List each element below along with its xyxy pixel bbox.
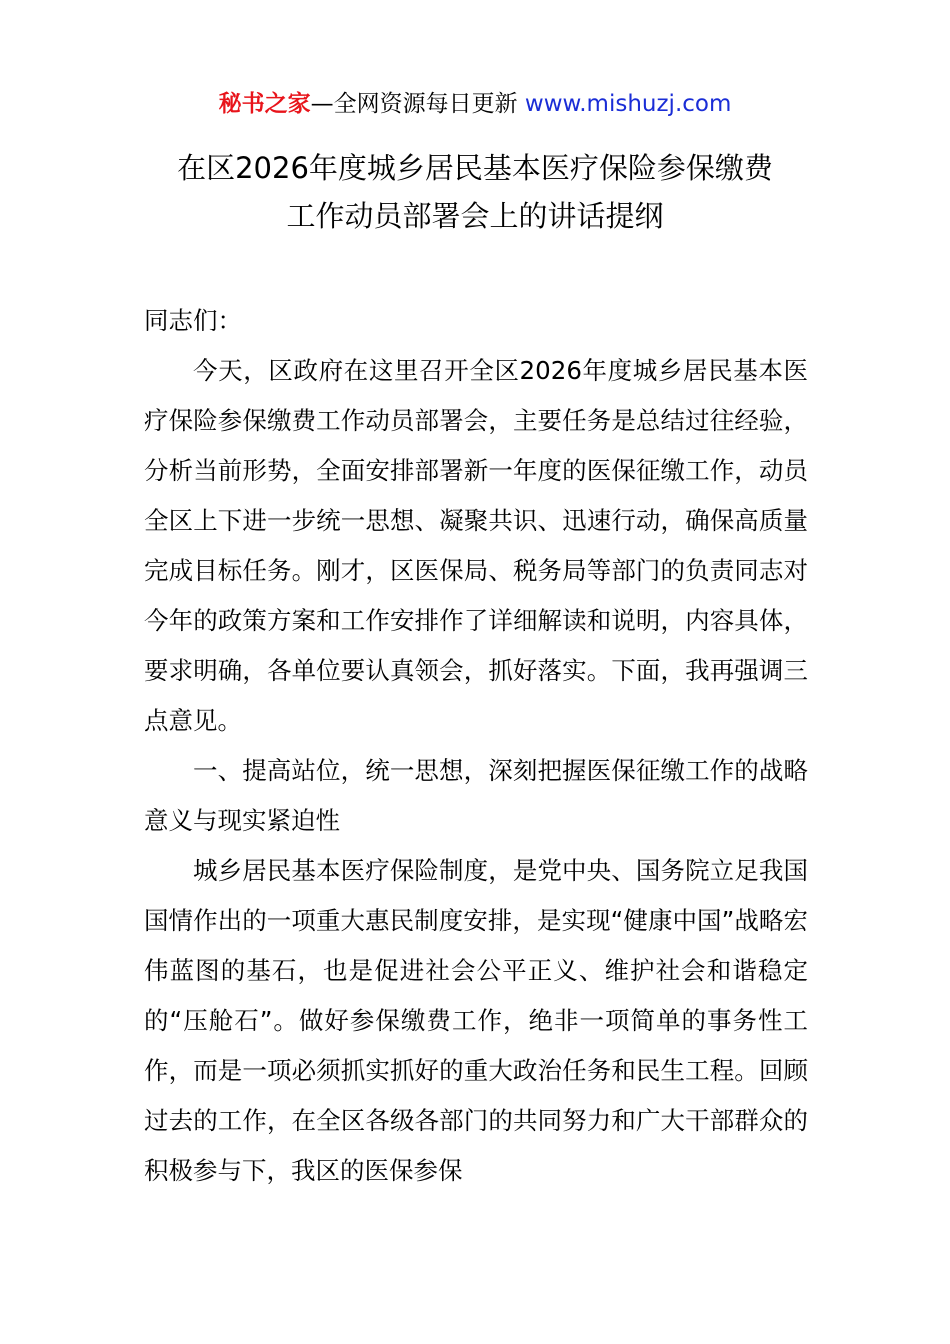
document-title-line-2: 工作动员部署会上的讲话提纲	[286, 199, 664, 233]
document-body	[144, 296, 808, 1196]
paragraph-intro: 今天，区政府在这里召开全区2026年度城乡居民基本医疗保险参保缴费工作动员部署会，主要任务是总结过往经验，分析当前形势，全面安排部署新一年度的医保征缴工作，动员全区上下进一步统一思想、凝聚共识、迅速行动，确保高质量完成目标任务。刚才，区医保局、税务局等部门的负责同志对今年的政策方案和工作安排作了详细解读和说明，内容具体，要求明确，各单位要认真领会，抓好落实。下面，我再强调三点意见。	[144, 356, 808, 735]
paragraph-section-1: 城乡居民基本医疗保险制度，是党中央、国务院立足我国国情作出的一项重大惠民制度安排，是实现“健康中国”战略宏伟蓝图的基石，也是促进社会公平正义、维护社会和谐稳定的“压舱石”。做好参保缴费工作，绝非一项简单的事务性工作，而是一项必须抓实抓好的重大政治任务和民生工程。回顾过去的工作，在全区各级各部门的共同努力和广大干部群众的积极参与下，我区的医保参保	[144, 856, 808, 1185]
watermark-brand: 秘书之家	[218, 91, 311, 117]
watermark-url[interactable]: www.mishuzj.com	[524, 91, 732, 117]
site-watermark	[0, 86, 950, 122]
watermark-tagline: —全网资源每日更新	[310, 91, 518, 117]
salutation: 同志们：	[144, 306, 242, 335]
document-title-line-1: 在区2026年度城乡居民基本医疗保险参保缴费	[177, 151, 773, 185]
section-heading-1: 一、提高站位，统一思想，深刻把握医保征缴工作的战略意义与现实紧迫性	[144, 756, 808, 835]
